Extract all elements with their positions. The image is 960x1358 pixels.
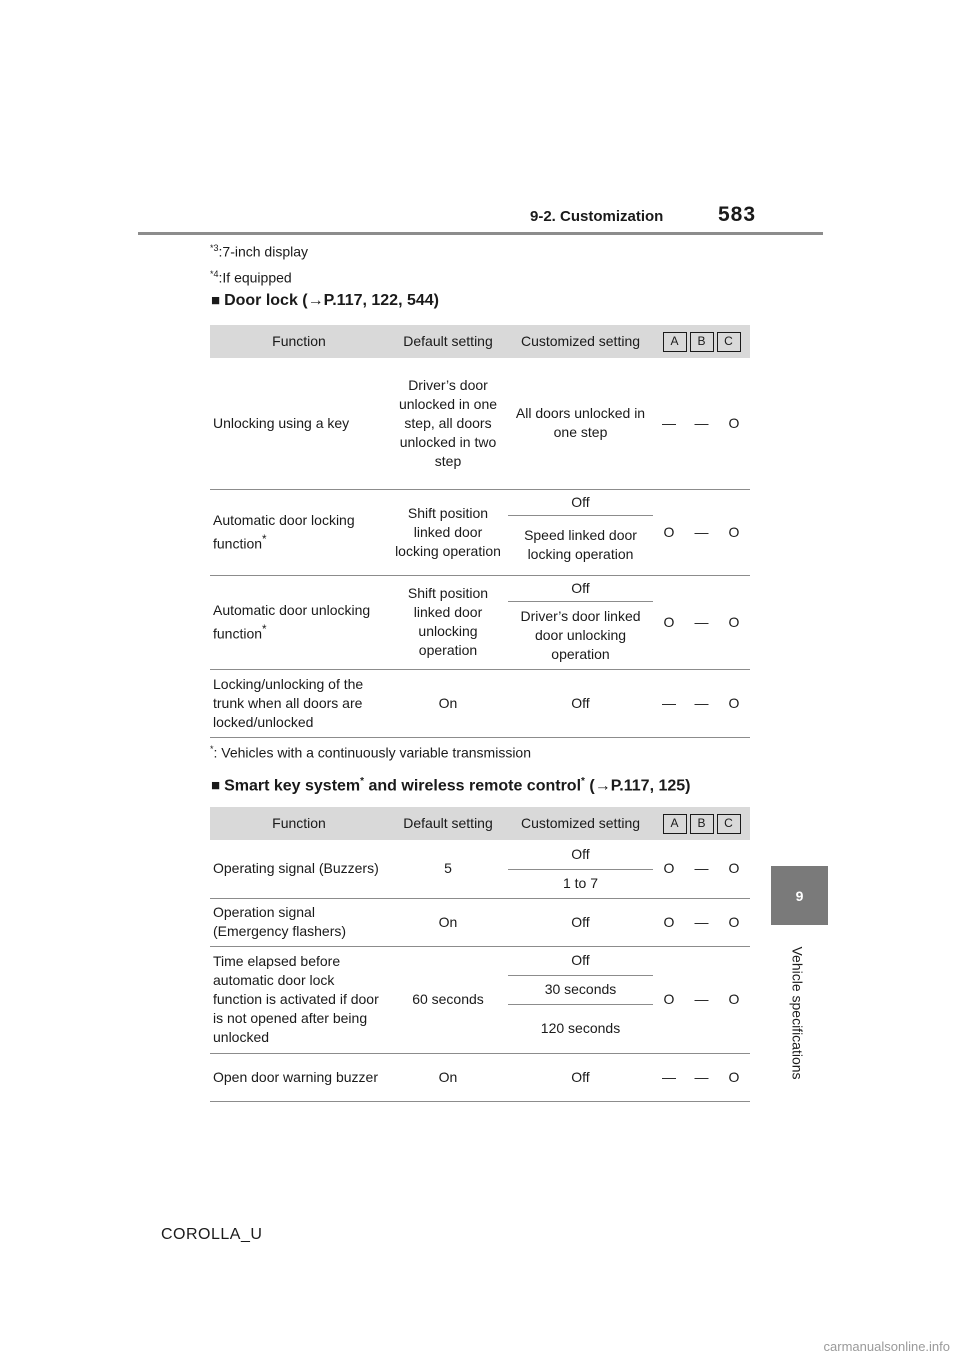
row-a: O bbox=[653, 575, 685, 669]
box-b: B bbox=[690, 814, 714, 834]
row-function: Operation signal (Emergency flashers) bbox=[210, 898, 388, 946]
row-function bbox=[210, 575, 388, 669]
row-function: Unlocking using a key bbox=[210, 358, 388, 489]
row-default: Driver’s door unlocked in one step, all doors unlocked in two step bbox=[388, 358, 508, 489]
square-bullet-icon: ■ bbox=[211, 292, 221, 309]
row-b: — bbox=[685, 898, 718, 946]
row-default: On bbox=[388, 669, 508, 737]
row-c: O bbox=[718, 898, 750, 946]
row-default: 5 bbox=[388, 840, 508, 898]
row-custom: Off bbox=[508, 575, 653, 601]
row-c: O bbox=[718, 946, 750, 1053]
row-a: — bbox=[653, 669, 685, 737]
row-a: O bbox=[653, 489, 685, 575]
note-mark: *4 bbox=[210, 269, 219, 279]
row-default: Shift position linked door locking operation bbox=[388, 489, 508, 575]
table-row bbox=[210, 489, 750, 515]
row-default: On bbox=[388, 1053, 508, 1101]
row-custom: 120 seconds bbox=[508, 1004, 653, 1053]
footer-model: COROLLA_U bbox=[161, 1226, 263, 1243]
row-custom: Off bbox=[508, 898, 653, 946]
smart-key-heading bbox=[211, 776, 690, 795]
square-bullet-icon: ■ bbox=[211, 777, 221, 795]
footnote-mark: * bbox=[262, 622, 267, 636]
row-c: O bbox=[718, 358, 750, 489]
note-mark: *3 bbox=[210, 243, 219, 253]
footnote-mark: * bbox=[210, 744, 214, 754]
page-number: 583 bbox=[718, 203, 757, 226]
footnote-mark: * bbox=[360, 776, 365, 787]
watermark: carmanualsonline.info bbox=[823, 1339, 950, 1354]
table-row bbox=[210, 840, 750, 869]
row-custom: Off bbox=[508, 1053, 653, 1101]
col-custom: Customized setting bbox=[508, 325, 653, 358]
row-default: Shift position linked door unlocking operation bbox=[388, 575, 508, 669]
door-lock-table bbox=[210, 325, 750, 738]
heading-part: (→P.117, 125) bbox=[584, 777, 691, 795]
heading-part: and wireless remote control bbox=[364, 777, 582, 795]
row-function: Operating signal (Buzzers) bbox=[210, 840, 388, 898]
row-b: — bbox=[685, 946, 718, 1053]
door-lock-footnote bbox=[210, 744, 531, 761]
header-rule bbox=[138, 232, 823, 235]
row-custom: Off bbox=[508, 946, 653, 975]
table-header bbox=[210, 807, 750, 840]
door-lock-heading-text: Door lock (→P.117, 122, 544) bbox=[224, 292, 439, 309]
box-c: C bbox=[717, 814, 741, 834]
row-c: O bbox=[718, 840, 750, 898]
row-function: Time elapsed before automatic door lock function is activated if door is not opened after being unlocked bbox=[210, 946, 388, 1053]
row-custom: Driver’s door linked door unlocking operation bbox=[508, 601, 653, 669]
table-row bbox=[210, 1053, 750, 1101]
chapter-side-label bbox=[786, 930, 810, 1096]
row-custom: All doors unlocked in one step bbox=[508, 358, 653, 489]
box-a: A bbox=[663, 814, 687, 834]
door-lock-heading bbox=[211, 292, 439, 310]
row-a: — bbox=[653, 358, 685, 489]
row-default: On bbox=[388, 898, 508, 946]
row-b: — bbox=[685, 358, 718, 489]
chapter-title: Vehicle specifications bbox=[790, 946, 807, 1080]
row-a: O bbox=[653, 946, 685, 1053]
row-function: Locking/unlocking of the trunk when all doors are locked/unlocked bbox=[210, 669, 388, 737]
row-b: — bbox=[685, 840, 718, 898]
col-function: Function bbox=[210, 807, 388, 840]
table-row bbox=[210, 669, 750, 737]
row-custom: Speed linked door locking operation bbox=[508, 515, 653, 575]
row-custom: Off bbox=[508, 840, 653, 869]
table-row bbox=[210, 898, 750, 946]
table-row bbox=[210, 946, 750, 975]
row-default: 60 seconds bbox=[388, 946, 508, 1053]
col-custom: Customized setting bbox=[508, 807, 653, 840]
smart-key-table bbox=[210, 807, 750, 1102]
row-a: — bbox=[653, 1053, 685, 1101]
row-c: O bbox=[718, 489, 750, 575]
note-7-inch bbox=[210, 243, 308, 260]
row-b: — bbox=[685, 489, 718, 575]
note-text: :If equipped bbox=[218, 269, 292, 286]
box-a: A bbox=[663, 332, 687, 352]
note-if-equipped bbox=[210, 269, 292, 286]
row-custom: 1 to 7 bbox=[508, 869, 653, 898]
function-text: Automatic door unlocking function bbox=[213, 601, 371, 642]
table-row bbox=[210, 358, 750, 489]
col-abc bbox=[653, 325, 750, 358]
row-a: O bbox=[653, 840, 685, 898]
box-c: C bbox=[717, 332, 741, 352]
footnote-mark: * bbox=[262, 532, 267, 546]
row-c: O bbox=[718, 1053, 750, 1101]
table-header bbox=[210, 325, 750, 358]
col-abc bbox=[653, 807, 750, 840]
row-b: — bbox=[685, 575, 718, 669]
row-custom: 30 seconds bbox=[508, 975, 653, 1004]
row-custom: Off bbox=[508, 669, 653, 737]
box-b: B bbox=[690, 332, 714, 352]
row-function: Open door warning buzzer bbox=[210, 1053, 388, 1101]
row-b: — bbox=[685, 1053, 718, 1101]
footnote-mark: * bbox=[581, 776, 585, 787]
row-c: O bbox=[718, 669, 750, 737]
col-default: Default setting bbox=[388, 325, 508, 358]
note-text: :7-inch display bbox=[218, 243, 309, 260]
section-title: 9-2. Customization bbox=[530, 208, 664, 225]
footnote-text: : Vehicles with a continuously variable transmission bbox=[213, 744, 532, 761]
row-function bbox=[210, 489, 388, 575]
chapter-number: 9 bbox=[795, 887, 804, 904]
table-row bbox=[210, 575, 750, 601]
row-a: O bbox=[653, 898, 685, 946]
chapter-tab bbox=[771, 866, 828, 925]
heading-part: Smart key system bbox=[224, 777, 361, 795]
row-b: — bbox=[685, 669, 718, 737]
col-default: Default setting bbox=[388, 807, 508, 840]
row-c: O bbox=[718, 575, 750, 669]
col-function: Function bbox=[210, 325, 388, 358]
function-text: Automatic door locking function bbox=[213, 511, 355, 552]
row-custom: Off bbox=[508, 489, 653, 515]
